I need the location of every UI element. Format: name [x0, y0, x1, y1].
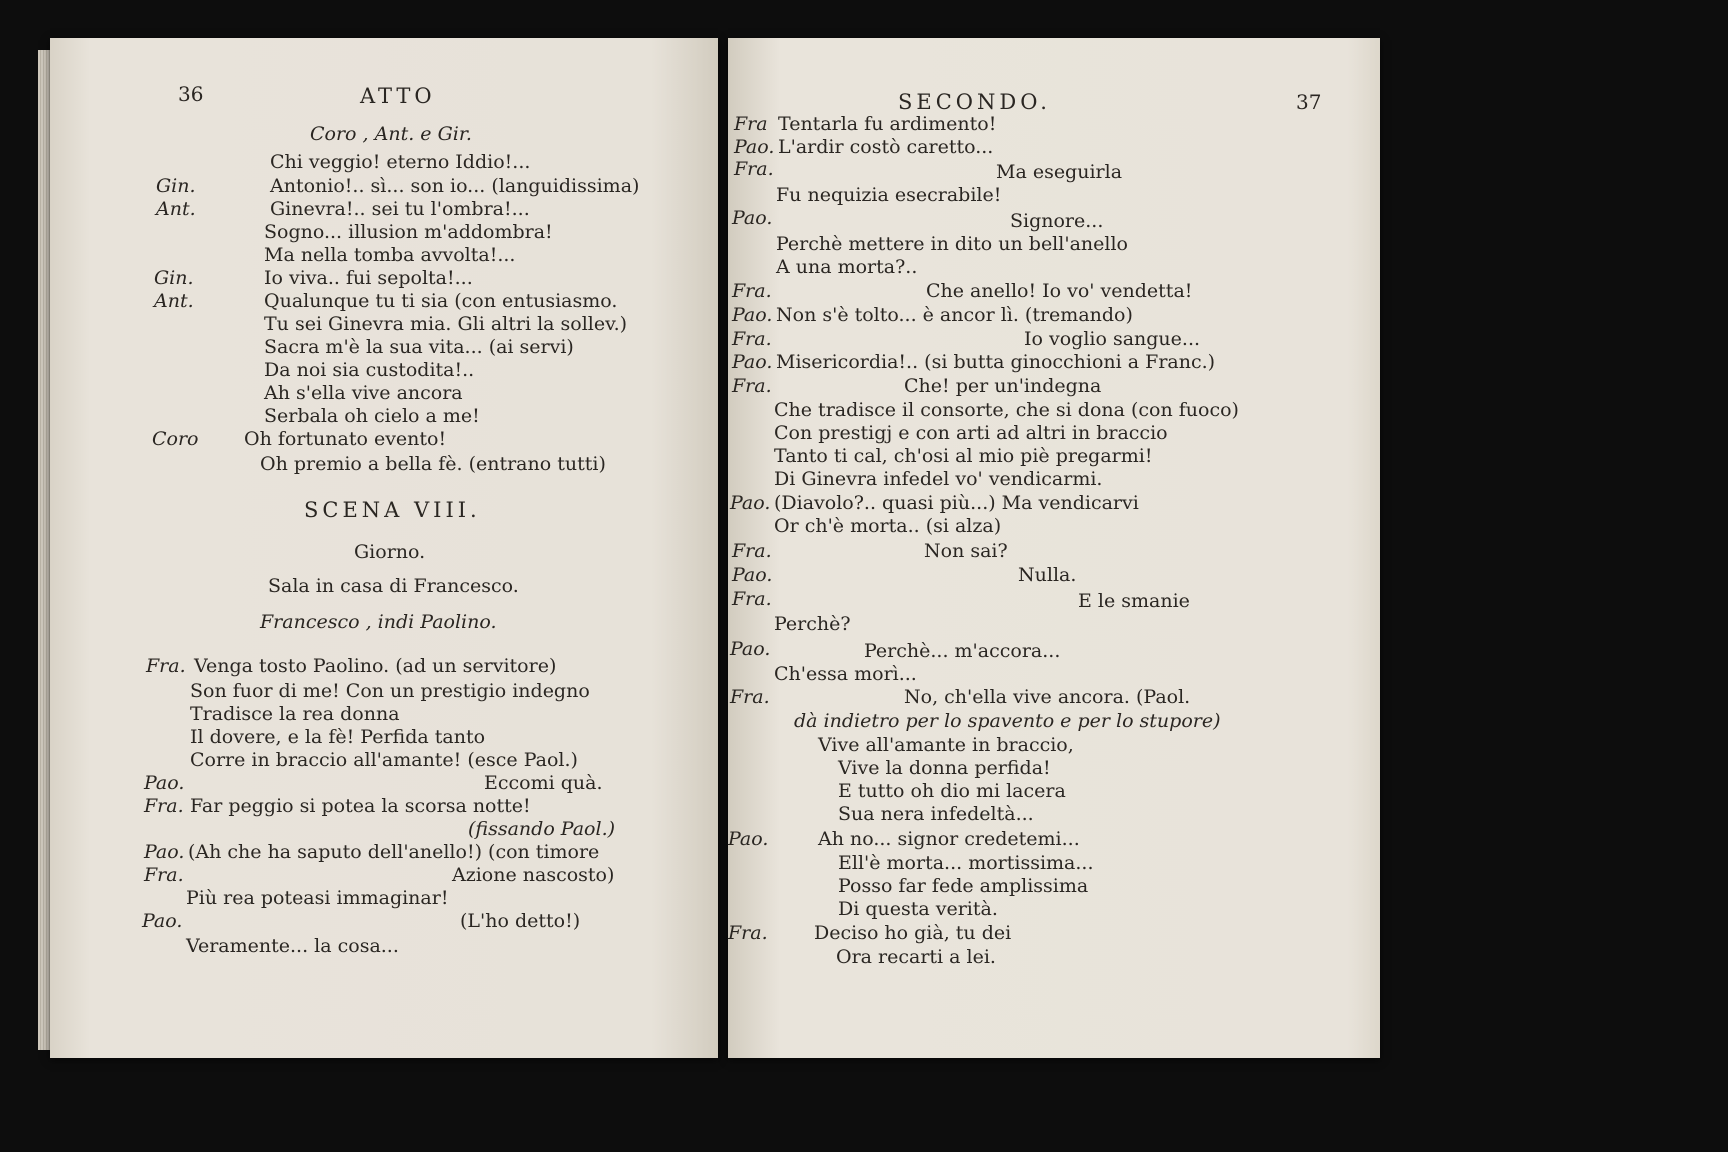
verse-line: Oh premio a bella fè. (entrano tutti): [260, 453, 606, 475]
verse-line: Ginevra!.. sei tu l'ombra!...: [270, 198, 530, 220]
verse-line: No, ch'ella vive ancora. (Paol.: [904, 686, 1191, 708]
verse-line: Non sai?: [924, 540, 1008, 562]
speaker: Pao.: [732, 351, 773, 373]
speaker: Pao.: [732, 207, 773, 229]
verse-line: Io viva.. fui sepolta!...: [264, 267, 473, 289]
page-number: 36: [178, 82, 204, 106]
speaker: Fra.: [146, 655, 186, 677]
verse-line: L'ardir costò caretto...: [778, 136, 994, 158]
verse-line: Antonio!.. sì... son io... (languidissima): [270, 175, 640, 197]
verse-line: Corre in braccio all'amante! (esce Paol.): [190, 749, 578, 771]
speaker: Fra.: [732, 280, 772, 302]
speaker: Fra.: [728, 922, 768, 944]
speaker: Ant.: [154, 290, 194, 312]
verse-line: Serbala oh cielo a me!: [264, 405, 480, 427]
verse-line: Tanto ti cal, ch'osi al mio piè pregarmi!: [774, 445, 1153, 467]
verse-line: Di questa verità.: [838, 898, 998, 920]
verse-line: Ma nella tomba avvolta!...: [264, 244, 516, 266]
verse-line: Sacra m'è la sua vita... (ai servi): [264, 336, 574, 358]
verse-line: Tu sei Ginevra mia. Gli altri la sollev.): [264, 313, 628, 335]
verse-line: Sogno... illusion m'addombra!: [264, 221, 553, 243]
speaker: Pao.: [142, 910, 183, 932]
left-page: [50, 38, 718, 1058]
running-head: ATTO: [360, 84, 436, 108]
speaker: Fra.: [144, 864, 184, 886]
verse-line: Che! per un'indegna: [904, 375, 1102, 397]
verse-line: Tradisce la rea donna: [190, 703, 400, 725]
verse-line: Sua nera infedeltà...: [838, 803, 1034, 825]
verse-line: E le smanie: [1078, 590, 1190, 612]
speaker: Pao.: [728, 828, 769, 850]
stage-direction: dà indietro per lo spavento e per lo stupore): [794, 710, 1221, 732]
verse-line: Or ch'è morta.. (si alza): [774, 515, 1002, 537]
speaker: Fra.: [732, 375, 772, 397]
running-head: SECONDO.: [898, 90, 1051, 114]
verse-line: Ch'essa morì...: [774, 663, 917, 685]
speaker: Fra.: [732, 540, 772, 562]
verse-line: Far peggio si potea la scorsa notte!: [190, 795, 531, 817]
speaker: Pao.: [144, 772, 185, 794]
verse-line: Che tradisce il consorte, che si dona (con fuoco): [774, 399, 1239, 421]
verse-line: Veramente... la cosa...: [186, 935, 399, 957]
verse-line: Eccomi quà.: [484, 772, 603, 794]
verse-line: Qualunque tu ti sia (con entusiasmo.: [264, 290, 618, 312]
verse-line: (Diavolo?.. quasi più...) Ma vendicarvi: [774, 492, 1139, 514]
verse-line: Perchè mettere in dito un bell'anello: [776, 233, 1128, 255]
verse-line: Ah no... signor credetemi...: [818, 828, 1080, 850]
verse-line: Il dovere, e la fè! Perfida tanto: [190, 726, 486, 748]
scene-time: Giorno.: [354, 541, 426, 563]
scene-heading: SCENA VIII.: [304, 498, 481, 522]
speaker: Fra.: [734, 158, 774, 180]
page-number: 37: [1296, 90, 1322, 114]
verse-line: Signore...: [1010, 210, 1104, 232]
verse-line: Vive all'amante in braccio,: [818, 734, 1074, 756]
verse-line: Più rea poteasi immaginar!: [186, 887, 449, 909]
verse-line: Vive la donna perfida!: [838, 757, 1051, 779]
open-book: [38, 30, 1380, 1070]
verse-line: E tutto oh dio mi lacera: [838, 780, 1066, 802]
verse-line: Perchè?: [774, 613, 851, 635]
verse-line: Di Ginevra infedel vo' vendicarmi.: [774, 468, 1103, 490]
verse-line: (L'ho detto!): [460, 910, 581, 932]
scene-characters: Francesco , indi Paolino.: [260, 611, 497, 633]
verse-line: Perchè... m'accora...: [864, 640, 1061, 662]
speaker: Fra.: [730, 686, 770, 708]
speaker: Pao.: [730, 638, 771, 660]
right-page: [728, 38, 1380, 1058]
speaker: Fra: [734, 113, 768, 135]
speaker: Pao.: [732, 564, 773, 586]
verse-line: Deciso ho già, tu dei: [814, 922, 1012, 944]
verse-line: Oh fortunato evento!: [244, 428, 447, 450]
verse-line: Da noi sia custodita!..: [264, 359, 475, 381]
speaker: Pao.: [732, 304, 773, 326]
speaker: Pao.: [730, 492, 771, 514]
verse-line: (Ah che ha saputo dell'anello!) (con timore: [188, 841, 600, 863]
scene-setting: Sala in casa di Francesco.: [268, 575, 519, 597]
speaker: Ant.: [156, 198, 196, 220]
speaker: Pao.: [144, 841, 185, 863]
verse-line: Venga tosto Paolino. (ad un servitore): [194, 655, 557, 677]
speaker: Pao.: [734, 136, 775, 158]
verse-line: Non s'è tolto... è ancor lì. (tremando): [776, 304, 1133, 326]
verse-line: Tentarla fu ardimento!: [778, 113, 997, 135]
verse-line: Fu nequizia esecrabile!: [776, 184, 1002, 206]
speaker: Gin.: [156, 175, 196, 197]
verse-line: Ah s'ella vive ancora: [264, 382, 463, 404]
verse-line: Che anello! Io vo' vendetta!: [926, 280, 1193, 302]
verse-line: Nulla.: [1018, 564, 1077, 586]
verse-line: Misericordia!.. (si butta ginocchioni a Franc.): [776, 351, 1216, 373]
verse-line: Son fuor di me! Con un prestigio indegno: [190, 680, 590, 702]
character-list: Coro , Ant. e Gir.: [310, 123, 472, 145]
verse-line: Con prestigj e con arti ad altri in braccio: [774, 422, 1168, 444]
verse-line: Ell'è morta... mortissima...: [838, 852, 1094, 874]
verse-line: A una morta?..: [776, 256, 918, 278]
verse-line: Ma eseguirla: [996, 161, 1123, 183]
verse-line: Chi veggio! eterno Iddio!...: [270, 151, 531, 173]
stage-direction: (fissando Paol.): [468, 818, 616, 840]
verse-line: Ora recarti a lei.: [836, 946, 996, 968]
speaker: Gin.: [154, 267, 194, 289]
verse-line: Azione nascosto): [452, 864, 615, 886]
speaker: Fra.: [144, 795, 184, 817]
verse-line: Io voglio sangue...: [1024, 328, 1201, 350]
speaker: Fra.: [732, 328, 772, 350]
speaker: Coro: [152, 428, 199, 450]
speaker: Fra.: [732, 588, 772, 610]
verse-line: Posso far fede amplissima: [838, 875, 1089, 897]
